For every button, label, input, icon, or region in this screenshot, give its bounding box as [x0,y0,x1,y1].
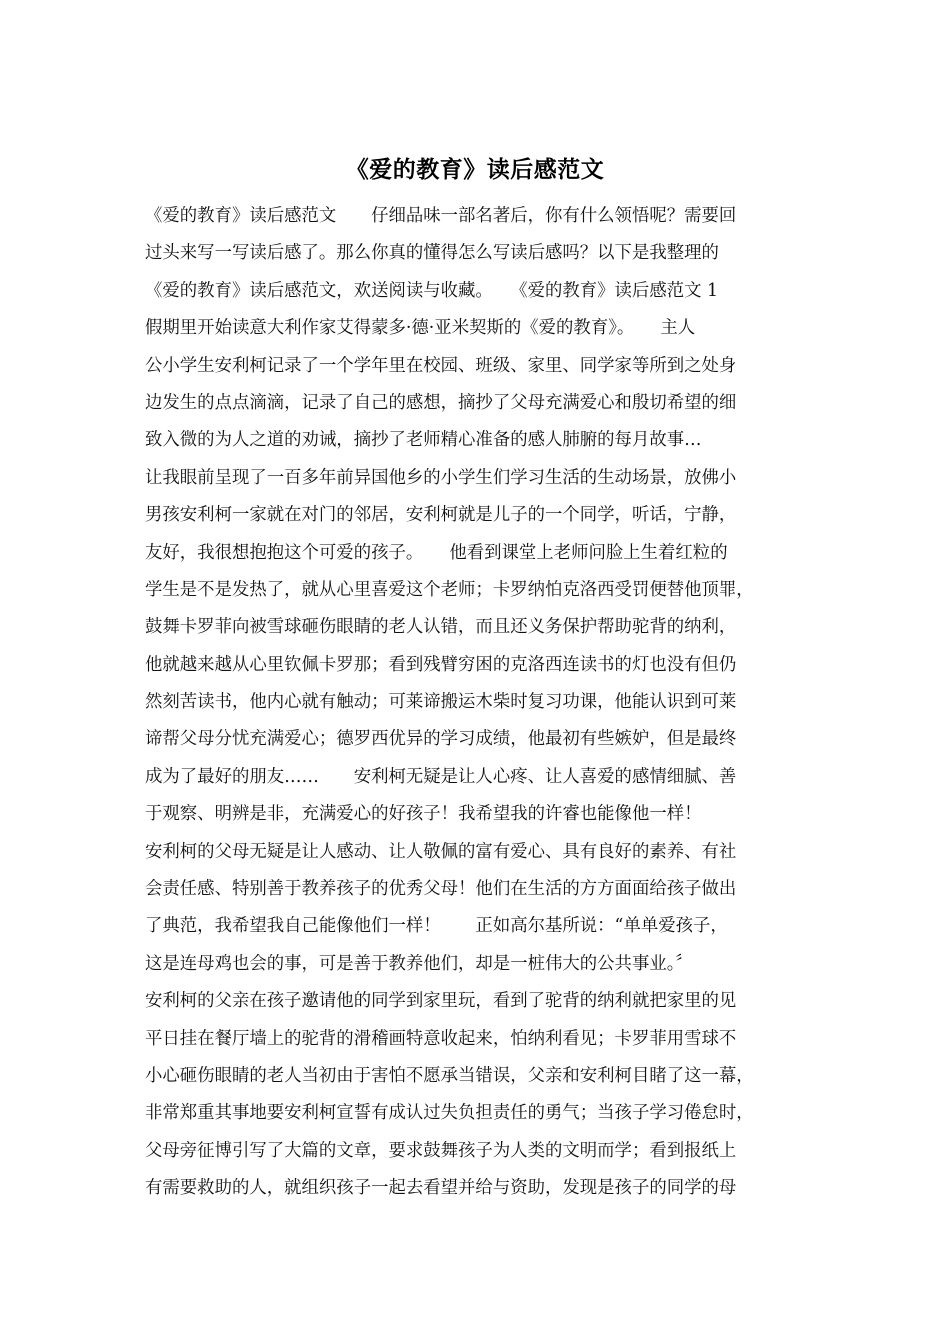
document-body [145,198,825,1208]
body-text-line: 假期里开始读意大利作家艾得蒙多·德·亚米契斯的《爱的教育》。 主人 [145,318,696,339]
body-text-line: 成为了最好的朋友…… 安利柯无疑是让人心疼、让人喜爱的感情细腻、善 [145,766,737,787]
body-text-line: 非常郑重其事地要安利柯宣誓有成认过失负担责任的勇气；当孩子学习倦怠时， [145,1103,754,1124]
body-text-line: 会责任感、特别善于教养孩子的优秀父母！他们在生活的方方面面给孩子做出 [145,879,737,900]
body-text-line: 安利柯的父亲在孩子邀请他的同学到家里玩，看到了驼背的纳利就把家里的见 [145,991,737,1012]
body-text-line: 边发生的点点滴滴，记录了自己的感想，摘抄了父母充满爱心和殷切希望的细 [145,392,737,413]
body-text-line: 父母旁征博引写了大篇的文章，要求鼓舞孩子为人类的文明而学；看到报纸上 [145,1140,737,1161]
body-text-line: 他就越来越从心里钦佩卡罗那；看到残臂穷困的克洛西连读书的灯也没有但仍 [145,654,737,675]
body-text-line: 这是连母鸡也会的事，可是善于教养他们，却是一桩伟大的公共事业。〞 [145,953,693,974]
document-title: 《爱的教育》读后感范文 [345,157,605,183]
body-text-line: 友好，我很想抱抱这个可爱的孩子。 他看到课堂上老师问脸上生着红粒的 [145,542,728,563]
body-text-line: 《爱的教育》读后感范文 仔细品味一部名著后，你有什么领悟呢？需要回 [145,206,737,226]
body-text-line: 了典范，我希望我自己能像他们一样！ 正如高尔基所说：“单单爱孩子， [145,916,728,937]
body-text-line: 平日挂在餐厅墙上的驼背的滑稽画特意收起来，怕纳利看见；卡罗菲用雪球不 [145,1028,737,1049]
body-text-line: 于观察、明辨是非，充满爱心的好孩子！我希望我的许睿也能像他一样！ [145,804,702,825]
body-text-line: 致入微的为人之道的劝诫，摘抄了老师精心准备的感人肺腑的每月故事… [145,430,702,451]
body-text-line: 男孩安利柯一家就在对门的邻居，安利柯就是儿子的一个同学，听话，宁静， [145,505,737,526]
body-text-line: 小心砸伤眼睛的老人当初由于害怕不愿承当错误，父亲和安利柯目睹了这一幕， [145,1065,754,1086]
body-text-line: 过头来写一写读后感了。那么你真的懂得怎么写读后感吗？以下是我整理的 [145,243,719,264]
body-text-line: 学生是不是发热了，就从心里喜爱这个老师；卡罗纳怕克洛西受罚便替他顶罪， [145,579,754,600]
body-text-line: 让我眼前呈现了一百多年前异国他乡的小学生们学习生活的生动场景，放佛小 [145,467,737,488]
body-text-line: 有需要救助的人，就组织孩子一起去看望并给与资助，发现是孩子的同学的母 [145,1178,737,1199]
body-text-line: 谛帮父母分忧充满爱心；德罗西优异的学习成绩，他最初有些嫉妒，但是最终 [145,729,737,750]
body-text-line: 然刻苦读书，他内心就有触动；可莱谛搬运木柴时复习功课，他能认识到可莱 [145,692,737,713]
body-text-line: 公小学生安利柯记录了一个学年里在校园、班级、家里、同学家等所到之处身 [145,355,737,376]
body-text-line: 鼓舞卡罗菲向被雪球砸伤眼睛的老人认错，而且还义务保护帮助驼背的纳利， [145,617,737,638]
body-text-line: 安利柯的父母无疑是让人感动、让人敬佩的富有爱心、具有良好的素养、有社 [145,841,737,862]
body-text-line: 《爱的教育》读后感范文，欢送阅读与收藏。 《爱的教育》读后感范文 1 [145,280,719,301]
